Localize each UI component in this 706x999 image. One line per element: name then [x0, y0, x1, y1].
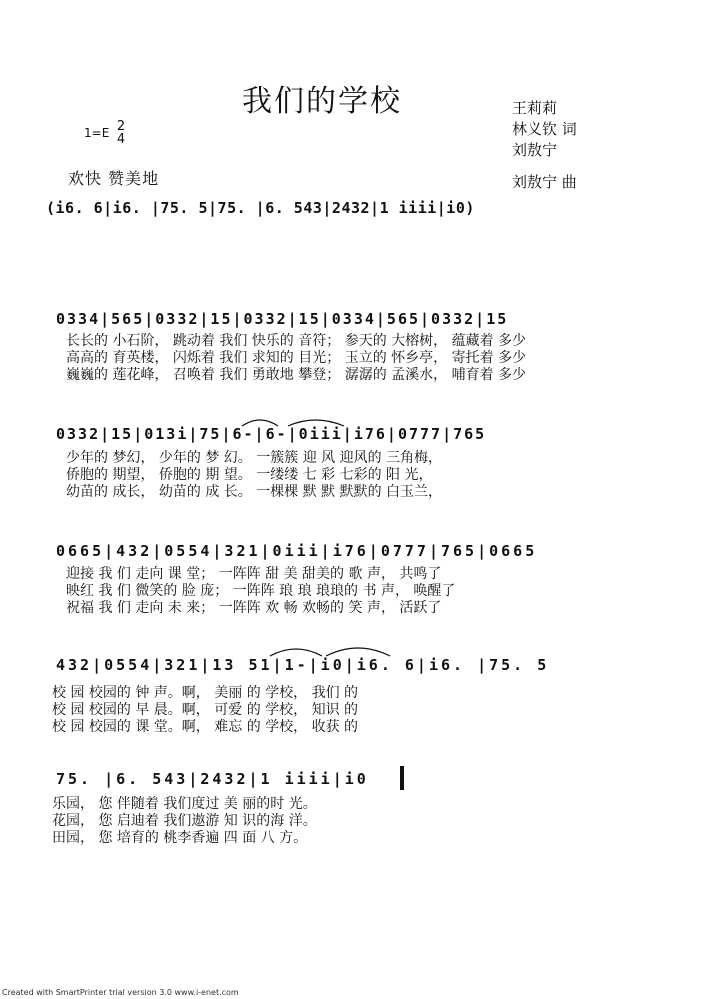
system3-notes: 0332|15|013i|75|6-|6-|0iii|i76|0777|765 — [56, 425, 487, 443]
time-signature-top: 2 — [116, 119, 126, 134]
final-barline — [400, 766, 404, 790]
time-signature-bottom: 4 — [116, 132, 126, 147]
system3-lyrics-verse2: 侨胞的 期望， 侨胞的 期 望。 一缕缕 七 彩 七彩的 阳 光， — [66, 467, 433, 483]
key-signature: 1=E — [84, 126, 110, 140]
footer-watermark: Created with SmartPrinter trial version 3.0 www.i-enet.com — [2, 988, 239, 997]
system6-lyrics-verse1: 乐园， 您 伴随着 我们度过 美 丽的时 光。 — [52, 796, 317, 812]
lyricist-2: 林义钦 词 — [512, 120, 577, 138]
lyricist-credits — [512, 98, 577, 161]
system4-lyrics-verse1: 迎接 我 们 走向 课 堂； 一阵阵 甜 美 甜美的 歌 声， 共鸣了 — [66, 566, 442, 582]
lyricist-3: 刘敖宁 — [512, 141, 558, 159]
system6-lyrics-verse2: 花园， 您 启迪着 我们遨游 知 识的海 洋。 — [52, 813, 317, 829]
system4-lyrics-verse3: 祝福 我 们 走向 未 来； 一阵阵 欢 畅 欢畅的 笑 声， 活跃了 — [66, 600, 442, 616]
system5-lyrics-verse2: 校 园 校园的 早 晨。啊， 可爱 的 学校， 知识 的 — [52, 702, 359, 718]
tempo-marking: 欢快 赞美地 — [68, 169, 160, 188]
lyricist-1: 王莉莉 — [512, 99, 558, 117]
system2-lyrics-verse1: 长长的 小石阶， 跳动着 我们 快乐的 音符； 参天的 大榕树， 蕴藏着 多少 — [66, 333, 527, 349]
system3-lyrics-verse1: 少年的 梦幻， 少年的 梦 幻。 一簇簇 迎 风 迎风的 三角梅， — [66, 450, 443, 466]
time-signature — [116, 120, 126, 146]
system5-lyrics-verse3: 校 园 校园的 课 堂。啊， 难忘 的 学校， 收获 的 — [52, 719, 359, 735]
composer-credit: 刘敖宁 曲 — [512, 173, 577, 191]
system2-lyrics-verse2: 高高的 育英楼， 闪烁着 我们 求知的 目光； 玉立的 怀乡亭， 寄托着 多少 — [66, 350, 527, 366]
system3-lyrics-verse3: 幼苗的 成长， 幼苗的 成 长。 一棵棵 默 默 默默的 白玉兰， — [66, 484, 443, 500]
system5-notes: 432|0554|321|13 51|1-|i0|i6. 6|i6. |75. 5 — [56, 656, 550, 674]
system5-lyrics-verse1: 校 园 校园的 钟 声。啊， 美丽 的 学校， 我们 的 — [52, 685, 359, 701]
system4-notes: 0665|432|0554|321|0iii|i76|0777|765|0665 — [56, 542, 538, 560]
system2-lyrics-verse3: 巍巍的 莲花峰， 召唤着 我们 勇敢地 攀登； 潺潺的 孟溪水， 哺育着 多少 — [66, 367, 527, 383]
tie-slurs-system5 — [266, 642, 396, 658]
song-title: 我们的学校 — [242, 84, 402, 119]
system1-notes: (i6. 6|i6. |75. 5|75. |6. 543|2432|1 iiii|i0) — [46, 199, 475, 217]
system6-notes: 75. |6. 543|2432|1 iiii|i0 — [56, 770, 369, 788]
tie-slurs — [240, 414, 360, 428]
system6-lyrics-verse3: 田园， 您 培育的 桃李香遍 四 面 八 方。 — [52, 830, 308, 846]
system2-notes: 0334|565|0332|15|0332|15|0334|565|0332|15 — [56, 310, 509, 328]
system4-lyrics-verse2: 映红 我 们 微笑的 脸 庞； 一阵阵 琅 琅 琅琅的 书 声， 唤醒了 — [66, 583, 456, 599]
